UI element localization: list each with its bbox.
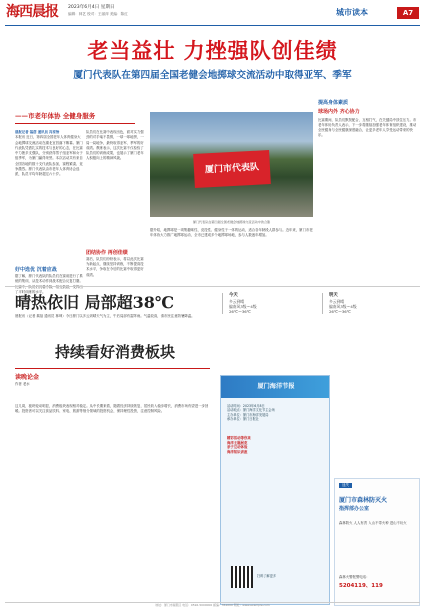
ocean-festival-ad xyxy=(220,375,330,605)
fire-text: 森林防火 人人有责 入山不带火种 进山不玩火 xyxy=(339,521,407,525)
fire-tag: 迷失 xyxy=(339,483,352,488)
lead-subhead-1: 好中选优 沉着应战 xyxy=(15,267,57,274)
lead-kicker: ——市老年体协 全健身服务 xyxy=(15,112,96,120)
masthead xyxy=(0,0,425,26)
ad-qr-code[interactable] xyxy=(231,566,253,588)
weather-headline: 晴热依旧 局部超38℃ xyxy=(15,293,175,312)
editor-line: 编辑：林艺 校对：王丽萍 美编：陈红 xyxy=(68,12,128,16)
page-number: A7 xyxy=(397,7,419,19)
column-author: 作者 老水 xyxy=(15,382,30,387)
lead-body-3: 据介绍，地掷球是一项集趣味性、竞技性、健身性于一体的运动，适合各年龄段人群参与。近年来，厦门市老年体协大力推广地掷球运动，全市已建成多个地掷球场地，参与人数逐年增加。 xyxy=(150,228,313,238)
weather-tomorrow-label: 明天 xyxy=(329,293,338,298)
column-badge xyxy=(15,374,53,387)
team-photo xyxy=(150,112,313,217)
weather-tomorrow-cond: 多云到晴 xyxy=(329,298,345,304)
ad-line: 主办单位：厦门市海洋发展局 xyxy=(227,412,269,417)
weather-today xyxy=(222,293,318,314)
consumer-headline: 持续看好消费板块 xyxy=(55,343,176,361)
weather-today-wind: 偏南风3级～4级 xyxy=(229,304,257,310)
ad-highlights xyxy=(227,436,325,454)
lead-body-2: 队员们在比赛中表现出色，面对实力强劲的对手毫不畏惧，一球一球地拼，一局一局地争，最终取得亚军、季军的好成绩。教练表示，这次比赛不仅检验了队员们的训练成果，也展示了厦门老年人积极向上的精神风貌。 xyxy=(86,130,144,161)
ad-highlight: 海洋知识讲座 xyxy=(227,449,248,454)
fire-title: 厦门市森林防灭火 xyxy=(339,497,388,504)
lead-subhead-3: 球场内外 齐心协力 xyxy=(318,108,360,115)
lead-subheadline: 厦门代表队在第四届全国老健会地掷球交流活动中取得亚军、季军 xyxy=(73,70,352,81)
ad-lines xyxy=(227,404,325,421)
ad-line: 活动地点：厦门海洋文化节主会场 xyxy=(227,408,275,413)
fire-phone-label: 森林火警报警电话： xyxy=(339,575,370,579)
lead-body-4: 比赛期间，队员们默契配合，互相打气，在关键局中顶住压力。市老年体协负责人表示，下一步将继续加强老年体育组织建设，推动全民健身与全民健康深度融合，让更多老年人享受运动带来的快乐。 xyxy=(318,117,417,138)
lead-column-4 xyxy=(318,100,418,288)
lead-column-3 xyxy=(150,228,313,278)
lead-subhead-2: 团结协作 再创佳绩 xyxy=(86,250,128,256)
weather-tomorrow-wind: 偏南风3级～4级 xyxy=(329,304,357,310)
fire-prevention-notice xyxy=(334,478,420,606)
lead-kicker-block xyxy=(15,112,155,124)
page-footer: 地址：厦门市湖里区 电话：0592-5000000 邮编：361000 网址：www.example.com xyxy=(5,602,420,608)
photo-caption: 厦门代表队在第四届全国老健会地掷球交流活动中的合影 xyxy=(192,220,271,224)
masthead-rule xyxy=(5,25,420,26)
ad-title: 厦门海洋节报 xyxy=(221,376,330,398)
ad-highlight: 海洋主题展览 xyxy=(227,440,248,445)
fire-subtitle: 指挥部办公室 xyxy=(339,506,370,512)
fire-tag-wrap xyxy=(339,483,352,488)
newspaper-logo: 海西晨报 xyxy=(6,4,58,20)
ad-qr-label: 扫码了解更多 xyxy=(257,574,277,578)
ad-highlight: 精彩活动等你来 xyxy=(227,436,251,440)
lead-body-1b: 据了解，厦门代表队的队员们在赛前进行了系统的集训，从技术动作到战术配合反复打磨。 了平时训练的水平。 xyxy=(15,274,83,294)
consumer-rule xyxy=(15,368,210,369)
issue-date: 2023年6月4日 星期日 xyxy=(68,5,115,10)
ad-line: 承办单位：厦门日报社 xyxy=(227,416,259,421)
lead-body-1: 本报讯 近日，第四届全国老年人体育健身大会地掷球交流活动在湖北宜昌落下帷幕。厦门代表队凭借扎实的技术与良好的心态，在比赛中力挫多支强队，分别获得男子组亚军和女子组季军，为厦门赢得荣誉。本次活动共有来自全国各地的数十支代表队参加，赛程紧凑、竞争激烈。厦门代表队由市老年人体育协会选派，队员平均年龄超过六十岁。 xyxy=(15,135,83,177)
weather-top-rule xyxy=(5,286,420,287)
section-title: 城市读本 xyxy=(336,8,368,17)
ad-highlight: 亲子互动体验 xyxy=(227,445,248,450)
column-title: 读晚论金 xyxy=(15,374,40,381)
lead-body-2b: 赛后，队员们纷纷表示，将以此次比赛为新起点，继续坚持训练，不断提高技术水平，争取在今后的比赛中取得更好成绩。 xyxy=(86,256,144,277)
weather-body: 晨报讯（记者 翁蓓 通讯员 林坤）今日厦门以多云到晴天气为主，午后局部有雷阵雨。气温较高，请市民注意防暑降温。 xyxy=(15,314,195,318)
fire-phone: 5204119、119 xyxy=(339,583,383,589)
lead-byline: 晨报记者 翁蓓 通讯员 冯家怡 xyxy=(15,130,60,134)
kicker-rule xyxy=(15,123,135,124)
weather-today-cond: 多云到晴 xyxy=(229,298,245,304)
weather-tomorrow-temp: 26℃～36℃ xyxy=(329,309,351,315)
consumer-body: 这几周，板块轮动明显，消费板块表现相对稳定。从中长期来看，随着经济持续恢复，居民收入稳步增长，消费市场有望进一步回暖。投资者可以关注食品饮料、家电、旅游等细分领域的投资机会，保持理性投资，注意控制风险。 xyxy=(15,404,209,414)
weather-today-label: 今天 xyxy=(229,293,238,298)
weather-today-temp: 26℃～36℃ xyxy=(229,309,251,315)
ad-line: 活动时间：2023年6月8日 xyxy=(227,404,265,408)
lead-subhead-4: 提高身体素质 xyxy=(318,100,349,106)
photo-banner: 厦门市代表队 xyxy=(193,150,271,188)
weather-tomorrow xyxy=(322,293,418,314)
lead-headline: 老当益壮 力挫强队创佳绩 xyxy=(87,38,338,63)
